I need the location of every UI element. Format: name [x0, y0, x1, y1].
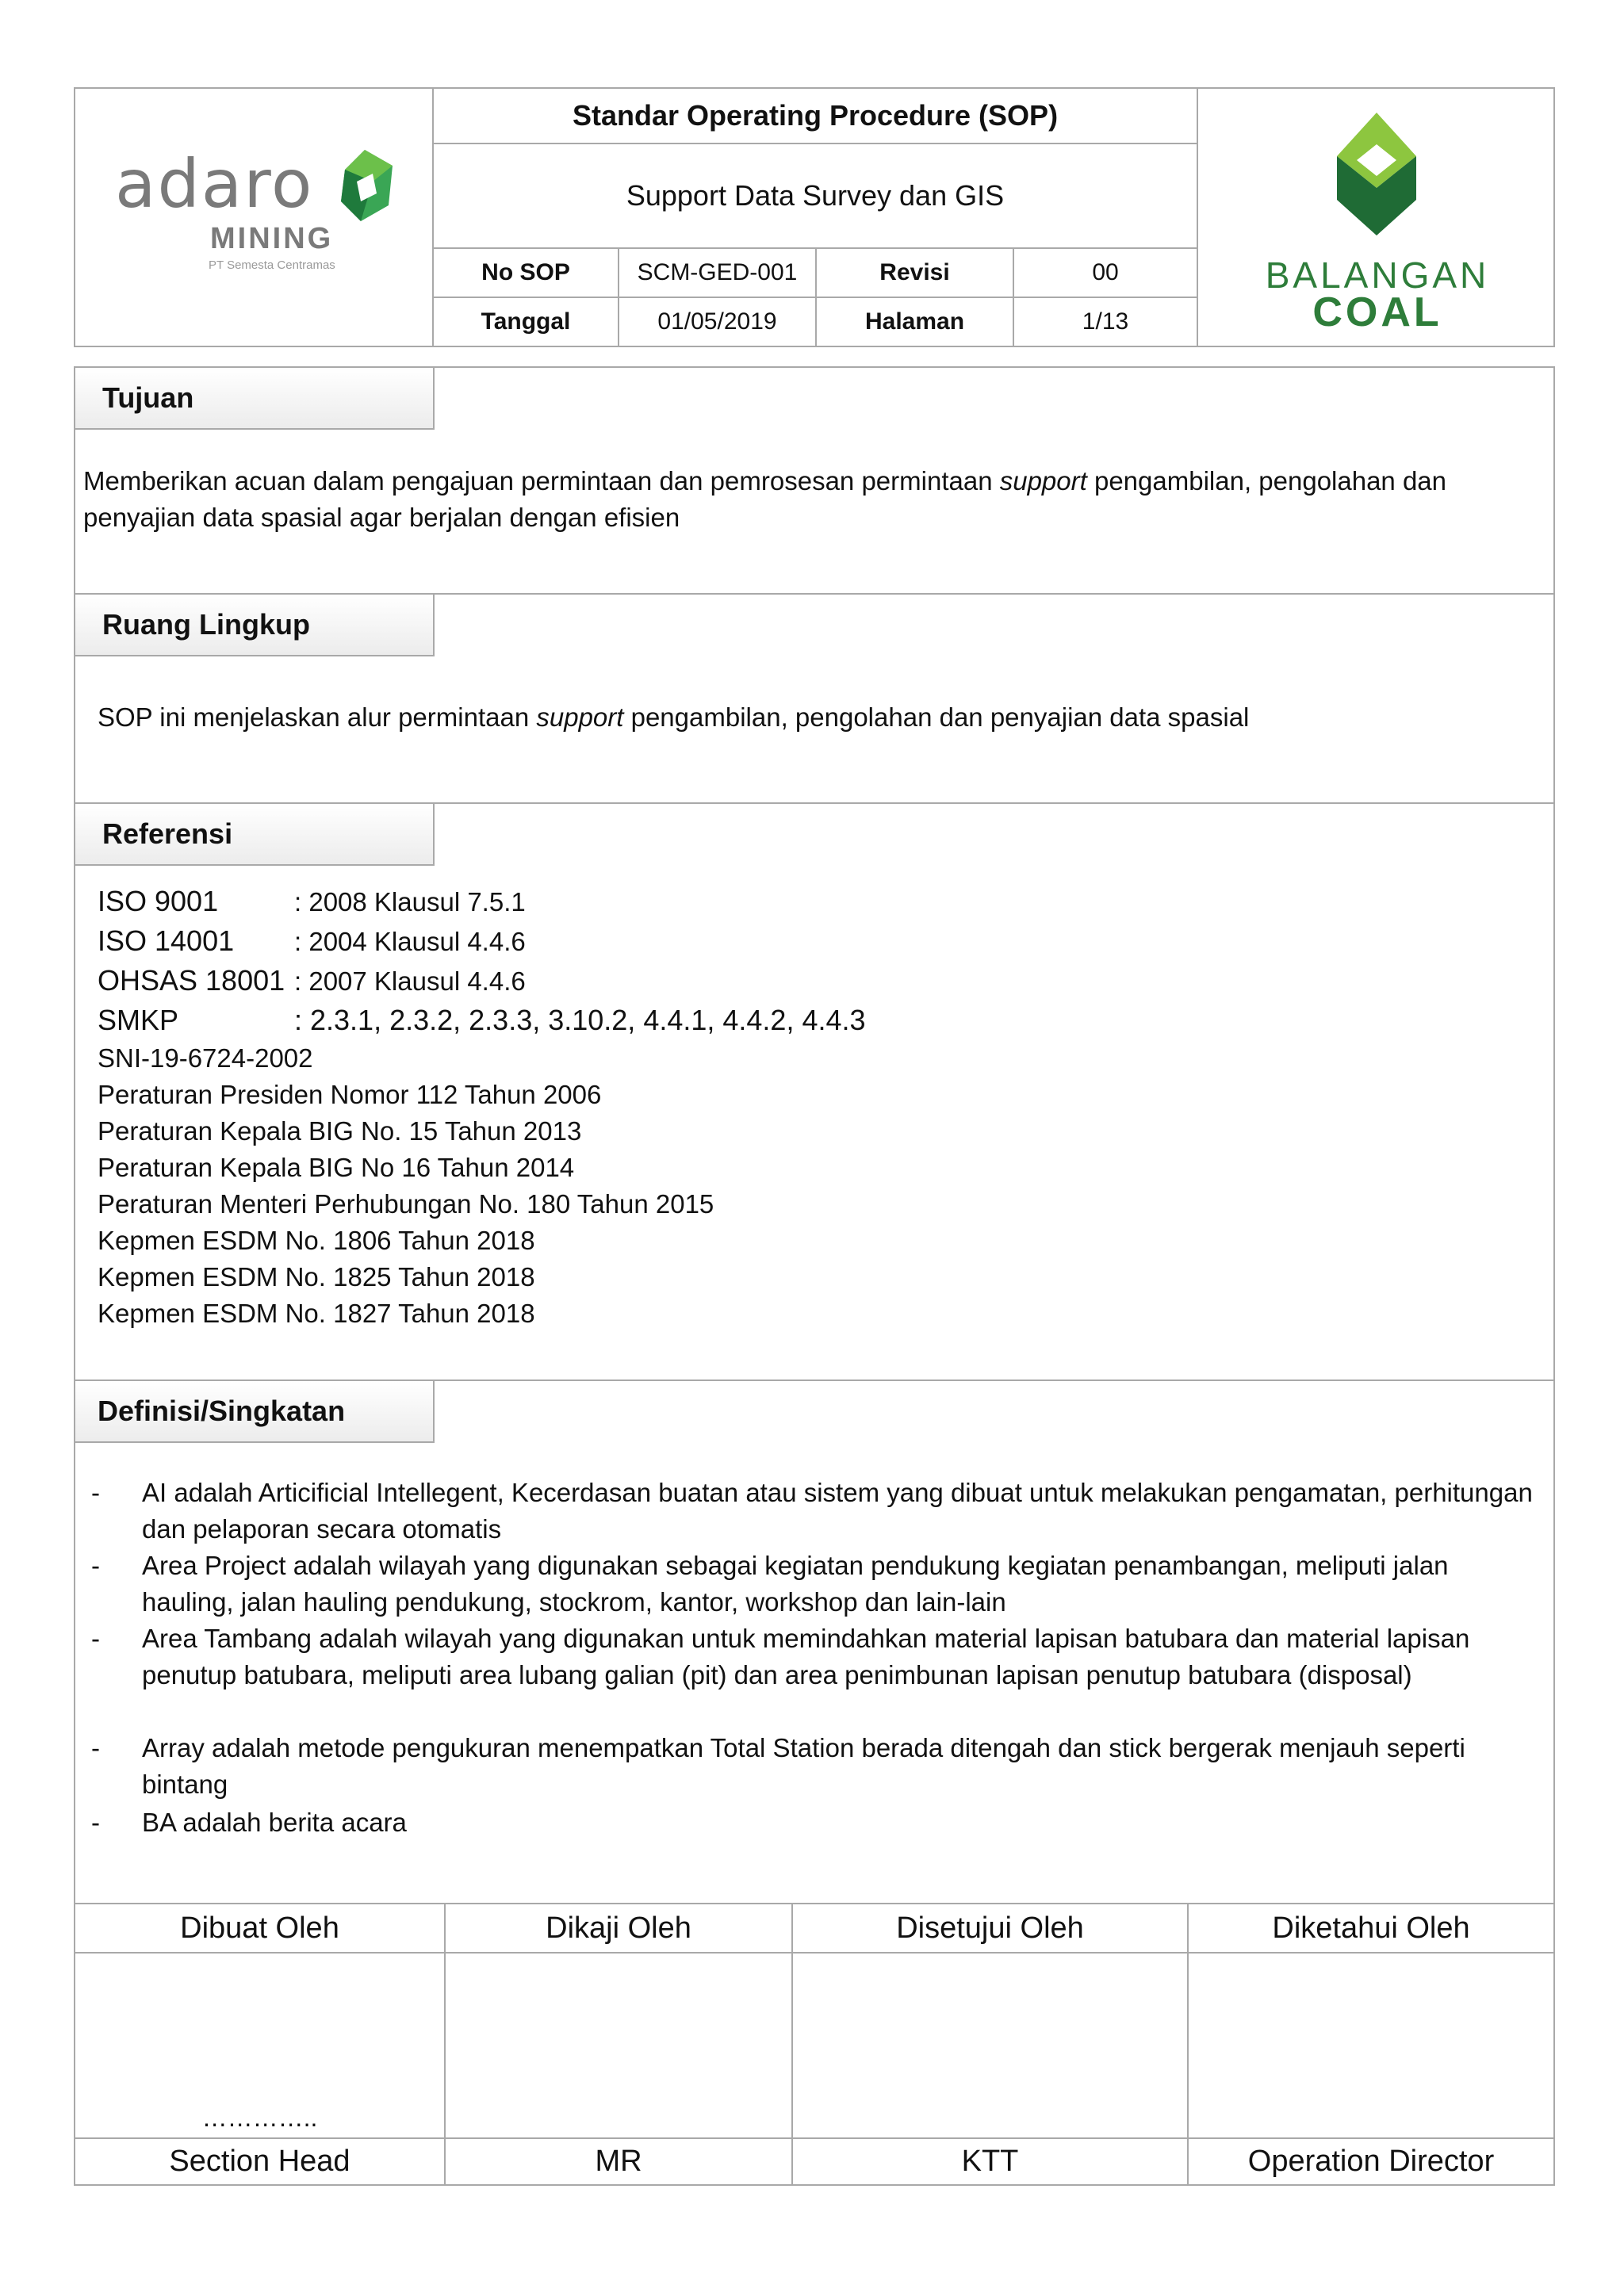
adaro-company-text: PT Semesta Centramas [209, 258, 335, 272]
ref-item: Peraturan Menteri Perhubungan No. 180 Tahun 2015 [98, 1189, 714, 1219]
sig-role-ktt: KTT [961, 2145, 1019, 2178]
adaro-wordmark: adaro [115, 145, 314, 223]
ref-item: Kepmen ESDM No. 1806 Tahun 2018 [98, 1226, 535, 1255]
referensi-heading: Referensi [75, 804, 435, 866]
section-referensi [74, 802, 1555, 1381]
sig-role-operation-director: Operation Director [1247, 2145, 1495, 2178]
definisi-heading: Definisi/Singkatan [75, 1381, 435, 1443]
halaman-label: Halaman [864, 308, 965, 335]
tanggal-label: Tanggal [481, 308, 571, 335]
tujuan-text: Memberikan acuan dalam pengajuan permintaan dan pemrosesan permintaan support pengambilan, pengolahan dan penyajian data spasial agar berjalan dengan efisien [83, 466, 1447, 532]
signature-table [74, 1903, 1555, 2186]
ref-row: ISO 9001 : 2008 Klausul 7.5.1 [98, 885, 526, 917]
ref-item: Peraturan Presiden Nomor 112 Tahun 2006 [98, 1080, 602, 1109]
ruang-lingkup-heading: Ruang Lingkup [75, 595, 435, 656]
balangan-emblem-icon [1333, 113, 1420, 239]
ref-row: OHSAS 18001 : 2007 Klausul 4.4.6 [98, 964, 526, 997]
ref-item: Kepmen ESDM No. 1825 Tahun 2018 [98, 1262, 535, 1292]
sig-header-dikaji: Dikaji Oleh [546, 1911, 691, 1945]
sig-header-disetujui: Disetujui Oleh [896, 1911, 1084, 1945]
tanggal-value: 01/05/2019 [657, 308, 777, 335]
ref-item: Peraturan Kepala BIG No 16 Tahun 2014 [98, 1153, 575, 1182]
revisi-value: 00 [1092, 259, 1119, 285]
adaro-leaf-icon [333, 146, 396, 225]
ref-item: Kepmen ESDM No. 1827 Tahun 2018 [98, 1299, 535, 1328]
sop-header [74, 87, 1555, 347]
sop-title: Standar Operating Procedure (SOP) [572, 99, 1059, 132]
section-tujuan [74, 366, 1555, 595]
ref-row: ISO 14001 : 2004 Klausul 4.4.6 [98, 924, 526, 957]
adaro-mining-logo [115, 144, 416, 287]
sig-role-mr: MR [595, 2145, 642, 2178]
no-sop-label: No SOP [481, 259, 570, 285]
tujuan-heading: Tujuan [75, 368, 435, 430]
ref-item: Peraturan Kepala BIG No. 15 Tahun 2013 [98, 1116, 582, 1146]
revisi-label: Revisi [879, 259, 950, 285]
sig-header-diketahui: Diketahui Oleh [1272, 1911, 1470, 1945]
coal-text: COAL [1312, 289, 1442, 335]
balangan-coal-logo [1200, 98, 1555, 336]
no-sop-value: SCM-GED-001 [637, 259, 798, 285]
adaro-mining-text: MINING [210, 222, 334, 255]
balangan-text: BALANGAN [1265, 254, 1490, 296]
ref-row: SMKP : 2.3.1, 2.3.2, 2.3.3, 3.10.2, 4.4.1, 4.4.2, 4.4.3 [98, 1004, 866, 1036]
sop-subtitle: Support Data Survey dan GIS [626, 179, 1005, 212]
section-ruang-lingkup [74, 593, 1555, 804]
sig-placeholder: ………….. [201, 2103, 318, 2132]
sig-role-section-head: Section Head [169, 2145, 350, 2178]
ref-item: SNI-19-6724-2002 [98, 1043, 313, 1073]
sig-header-dibuat: Dibuat Oleh [180, 1911, 339, 1945]
ruang-lingkup-text: SOP ini menjelaskan alur permintaan support pengambilan, pengolahan dan penyajian data spasial [98, 702, 1250, 732]
halaman-value: 1/13 [1082, 308, 1129, 335]
section-definisi: Definisi/Singkatan - AI adalah Articificial Intellegent, Kecerdasan buatan atau sistem yang dibuat untuk melakukan pengamatan, perhitungan dan pelaporan secara otomatis - Area Project adalah wilayah yang digunakan sebagai kegiatan pendukung kegiatan penambangan, meliputi jalan hauling, jalan hauling pendukung, stockrom, kantor, workshop dan lain-lain - Area Tambang adalah wilayah yang digunakan untuk memindahkan material lapisan batubara dan material lapisan penutup batubara, meliputi area lubang galian (pit) dan area penimbunan lapisan penutup batubara (disposal) - Array adalah metode pengukuran menempatkan Total Station berada ditengah dan stick bergerak menjauh seperti bintang - BA adalah berita acara [74, 1380, 1555, 1904]
